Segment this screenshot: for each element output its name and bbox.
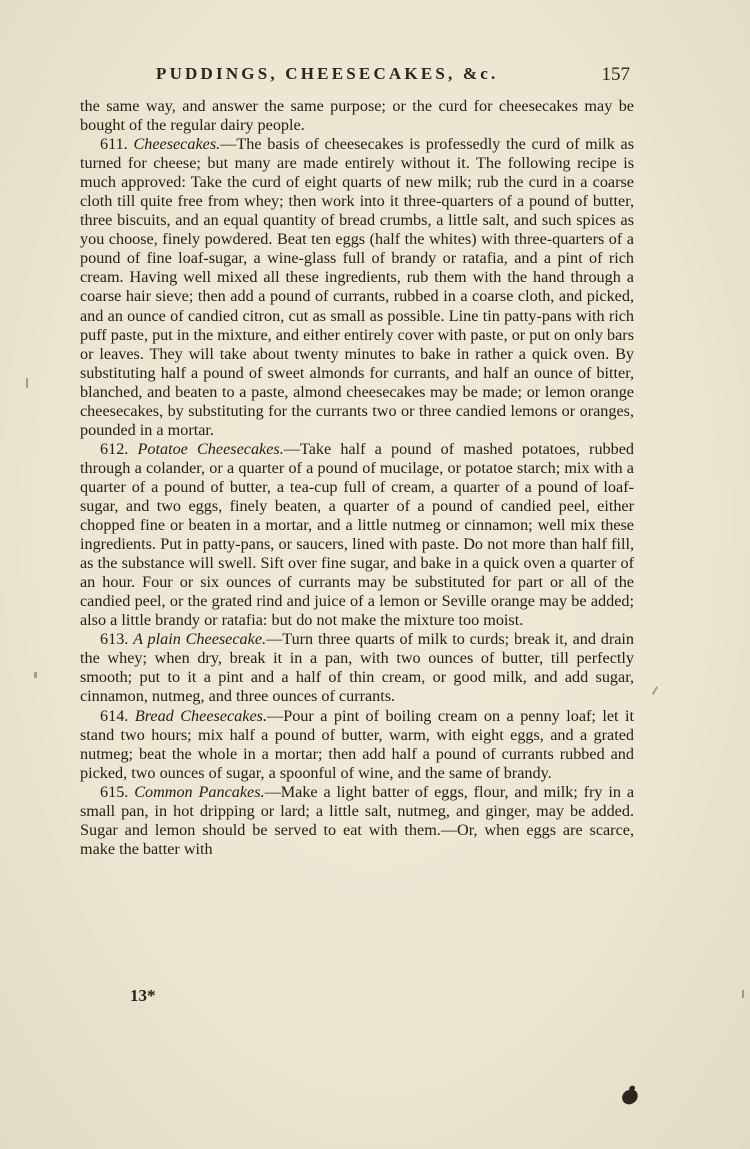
recipe-title: A plain Cheesecake. [133, 630, 267, 649]
recipe-text: —Take half a pound of mashed potatoes, rubbed through a colander, or a quarter of a pound of mucilage, or potatoe starch; mix with a quarter of a pound of butter, a tea-cup full of cream, a quarter of a pound of loaf-sugar, and two eggs, finely beaten, a quarter of a pound of candied peel, either chopped fine or beaten in a mortar, and a little nutmeg or cinnamon; well mix these ingredients. Put in patty-pans, or saucers, lined with paste. Do not more than half fill, as the substance will swell. Sift over fine sugar, and bake in a quick oven a quarter of an hour. Four or six ounces of currants may be substituted for part or all of the candied peel, or the grated rind and juice of a lemon or Seville orange may be added; also a little brandy or ratafia: but do not make the mixture too moist. [80, 439, 635, 630]
recipe-title: Common Pancakes. [134, 782, 265, 801]
page-header [150, 64, 636, 88]
recipe-613 [80, 630, 634, 706]
paper-speck [742, 990, 744, 998]
recipe-text: —Make a light batter of eggs, flour, and milk; fry in a small pan, in hot dripping or lard; a little salt, nutmeg, and ginger, may be added. Sugar and lemon should be served to eat with them.—Or, when eggs are scarce, make the batter with [80, 782, 635, 858]
recipe-611 [80, 135, 634, 440]
signature-mark: 13* [130, 986, 156, 1005]
paper-speck [26, 378, 28, 388]
recipe-text: —The basis of cheesecakes is professedly the curd of milk as turned for cheese; but many are made entirely without it. The following recipe is much approved: Take the curd of eight quarts of new milk; rub the curd in a coarse cloth till quite free from whey; then work into it three-quarters of a pound of butter, three biscuits, and an equal quantity of bread crumbs, a little salt, and such spices as you choose, finely powdered. Beat ten eggs (half the whites) with three-quarters of a pound of fine loaf-sugar, a wine-glass full of brandy or ratafia, and a pint of rich cream. Having well mixed all these ingredients, rub them with the hand through a coarse hair sieve; then add a pound of currants, rubbed in a coarse cloth, and picked, and an ounce of candied citron, cut as small as possible. Line tin patty-pans with rich puff paste, put in the mixture, and either entirely cover with paste, or put on only bars or leaves. They will take about twenty minutes to bake in rather a quick oven. By substituting half a pound of sweet almonds for currants, and half an ounce of bitter, blanched, and beaten to a paste, almond cheesecakes may be made; or lemon orange cheesecakes, by substituting for the currants two or three candied lemons or oranges, pounded in a mortar. [80, 135, 635, 439]
recipe-number: 615. [100, 782, 129, 801]
recipe-text: —Pour a pint of boiling cream on a penny loaf; let it stand two hours; mix half a pound of butter, warm, with eight eggs, and a grated nutmeg; beat the whole in a mortar; then add half a pound of currants rubbed and picked, two ounces of sugar, a spoonful of wine, and the same of brandy. [80, 706, 635, 782]
recipe-number: 613. [100, 630, 129, 649]
paragraph-continuation [80, 97, 634, 135]
recipe-number: 614. [100, 706, 129, 725]
recipe-615 [80, 783, 634, 859]
recipe-number: 612. [100, 439, 129, 458]
recipe-612 [80, 440, 634, 630]
paper-speck [652, 686, 658, 695]
paper-speck [34, 672, 37, 678]
recipe-title: Bread Cheesecakes. [134, 706, 267, 725]
recipe-number: 611. [100, 135, 128, 154]
page-number: 157 [601, 64, 630, 85]
recipe-title: Cheesecakes. [133, 135, 221, 154]
ink-blot [620, 1088, 640, 1107]
running-title: PUDDINGS, CHEESECAKES, &c. [156, 64, 499, 83]
recipe-title: Potatoe Cheesecakes. [137, 439, 284, 458]
paragraph-text: the same way, and answer the same purpose; or the curd for cheesecakes may be bought of the regular dairy people. [80, 97, 634, 135]
recipe-614 [80, 707, 634, 783]
recipe-text: —Turn three quarts of milk to curds; break it, and drain the whey; when dry, break it in a pan, with two ounces of butter, till perfectly smooth; put to it a pint and a half of thin cream, or good milk, and add sugar, cinnamon, nutmeg, and three ounces of currants. [80, 630, 635, 706]
body-text [80, 97, 634, 859]
